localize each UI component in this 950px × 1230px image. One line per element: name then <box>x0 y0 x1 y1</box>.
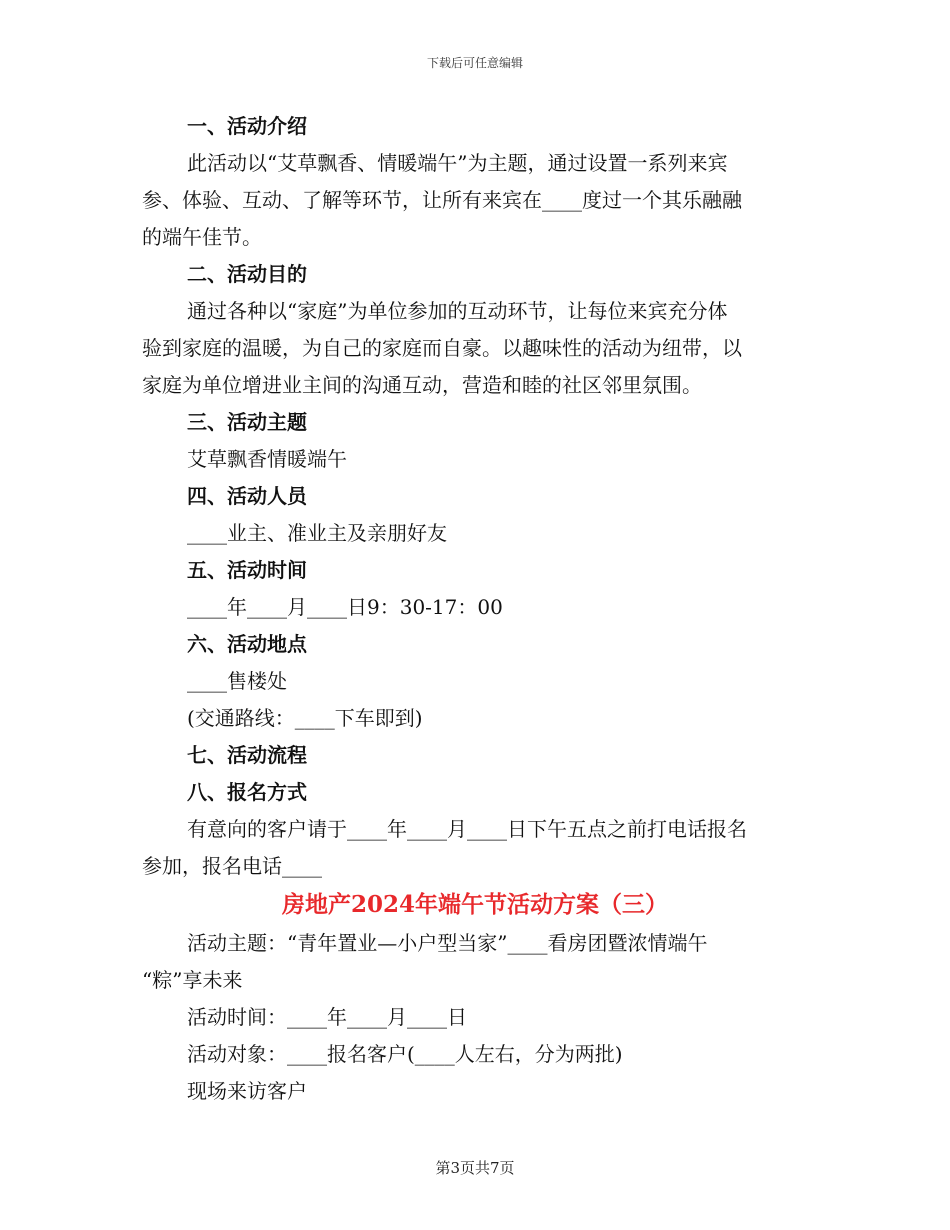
section-heading-8: 八、报名方式 <box>187 780 307 804</box>
paragraph-line: ____业主、准业主及亲朋好友 <box>187 521 447 545</box>
section-heading-2: 二、活动目的 <box>187 262 307 286</box>
paragraph-line: 参加，报名电话____ <box>142 854 322 878</box>
paragraph-line: 艾草飘香情暖端午 <box>187 447 347 471</box>
section-heading-7: 七、活动流程 <box>187 743 307 767</box>
page-header-note: 下载后可任意编辑 <box>426 56 523 70</box>
paragraph-line: 此活动以“艾草飘香、情暖端午”为主题，通过设置一系列来宾 <box>187 151 728 175</box>
paragraph-line: 现场来访客户 <box>187 1079 307 1103</box>
section-heading-3: 三、活动主题 <box>187 410 307 434</box>
paragraph-line: 活动对象：____报名客户(____人左右，分为两批) <box>187 1042 623 1066</box>
paragraph-line: 验到家庭的温暖，为自己的家庭而自豪。以趣味性的活动为纽带，以 <box>142 336 742 360</box>
paragraph-line: 活动时间：____年____月____日 <box>187 1005 467 1029</box>
section-heading-5: 五、活动时间 <box>187 558 307 582</box>
paragraph-line: 参、体验、互动、了解等环节，让所有来宾在____度过一个其乐融融 <box>142 188 742 212</box>
paragraph-line: 有意向的客户请于____年____月____日下午五点之前打电话报名 <box>187 817 747 841</box>
plan-three-title: 房地产2024年端午节活动方案（三） <box>281 891 668 918</box>
paragraph-line: ____售楼处 <box>187 669 287 693</box>
section-heading-1: 一、活动介绍 <box>187 114 307 138</box>
paragraph-line: 通过各种以“家庭”为单位参加的互动环节，让每位来宾充分体 <box>187 299 728 323</box>
page-footer-number: 第3页共7页 <box>435 1159 515 1177</box>
section-heading-6: 六、活动地点 <box>187 632 307 656</box>
paragraph-line: (交通路线：____下车即到) <box>187 706 423 730</box>
paragraph-line: “粽”享未来 <box>142 968 243 992</box>
paragraph-line: 活动主题：“青年置业—小户型当家”____看房团暨浓情端午 <box>187 931 708 955</box>
section-heading-4: 四、活动人员 <box>187 484 307 508</box>
paragraph-line: ____年____月____日9：30-17：00 <box>187 595 503 619</box>
paragraph-line: 的端午佳节。 <box>142 225 262 249</box>
paragraph-line: 家庭为单位增进业主间的沟通互动，营造和睦的社区邻里氛围。 <box>142 373 702 397</box>
document-body <box>142 108 802 1110</box>
